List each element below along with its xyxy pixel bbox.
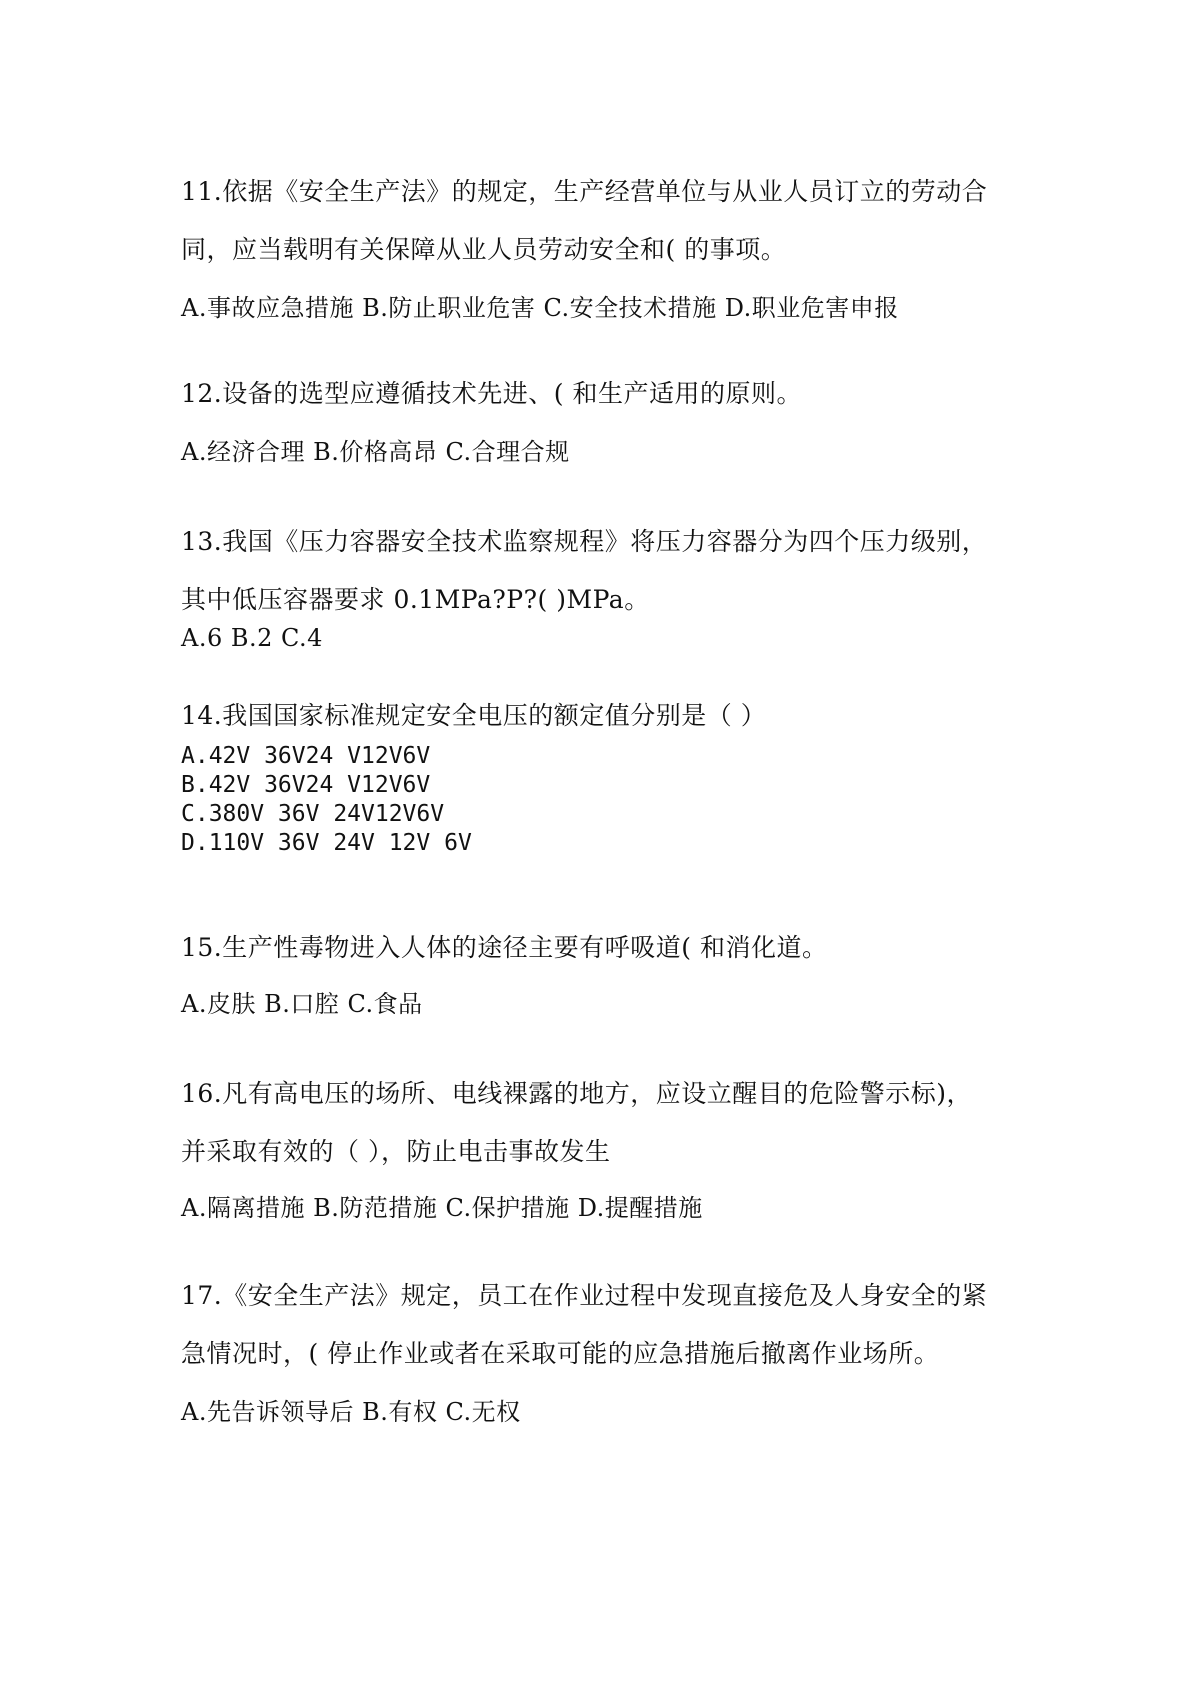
question-15-line-1: 15.生产性毒物进入人体的途径主要有呼吸道( 和消化道。 — [181, 933, 828, 962]
question-14-line-1: 14.我国国家标准规定安全电压的额定值分别是（ ） — [181, 701, 767, 730]
question-13-line-2: 其中低压容器要求 0.1MPa?P?( )MPa。 — [181, 585, 650, 614]
question-13-options: A.6 B.2 C.4 — [181, 624, 323, 652]
question-12-line-1: 12.设备的选型应遵循技术先进、( 和生产适用的原则。 — [181, 379, 802, 408]
question-17-options: A.先告诉领导后 B.有权 C.无权 — [181, 1398, 521, 1426]
question-14-option-b: B.42V 36V24 V12V6V — [181, 772, 431, 798]
question-17-line-2: 急情况时，( 停止作业或者在采取可能的应急措施后撤离作业场所。 — [181, 1339, 940, 1368]
question-15-options: A.皮肤 B.口腔 C.食品 — [181, 990, 423, 1018]
question-11-line-1: 11.依据《安全生产法》的规定，生产经营单位与从业人员订立的劳动合 — [181, 177, 988, 206]
question-14-option-c: C.380V 36V 24V12V6V — [181, 801, 445, 827]
question-14-option-d: D.110V 36V 24V 12V 6V — [181, 830, 472, 856]
question-12-options: A.经济合理 B.价格高昂 C.合理合规 — [181, 438, 570, 466]
question-14-option-a: A.42V 36V24 V12V6V — [181, 743, 431, 769]
question-11-line-2: 同，应当载明有关保障从业人员劳动安全和( 的事项。 — [181, 235, 787, 264]
question-11-options: A.事故应急措施 B.防止职业危害 C.安全技术措施 D.职业危害申报 — [181, 294, 899, 322]
question-16-line-2: 并采取有效的（ ），防止电击事故发生 — [181, 1137, 611, 1166]
question-16-options: A.隔离措施 B.防范措施 C.保护措施 D.提醒措施 — [181, 1194, 703, 1222]
question-17-line-1: 17.《安全生产法》规定，员工在作业过程中发现直接危及人身安全的紧 — [181, 1281, 988, 1310]
question-13-line-1: 13.我国《压力容器安全技术监察规程》将压力容器分为四个压力级别， — [181, 527, 988, 556]
question-16-line-1: 16.凡有高电压的场所、电线裸露的地方，应设立醒目的危险警示标)， — [181, 1079, 973, 1108]
